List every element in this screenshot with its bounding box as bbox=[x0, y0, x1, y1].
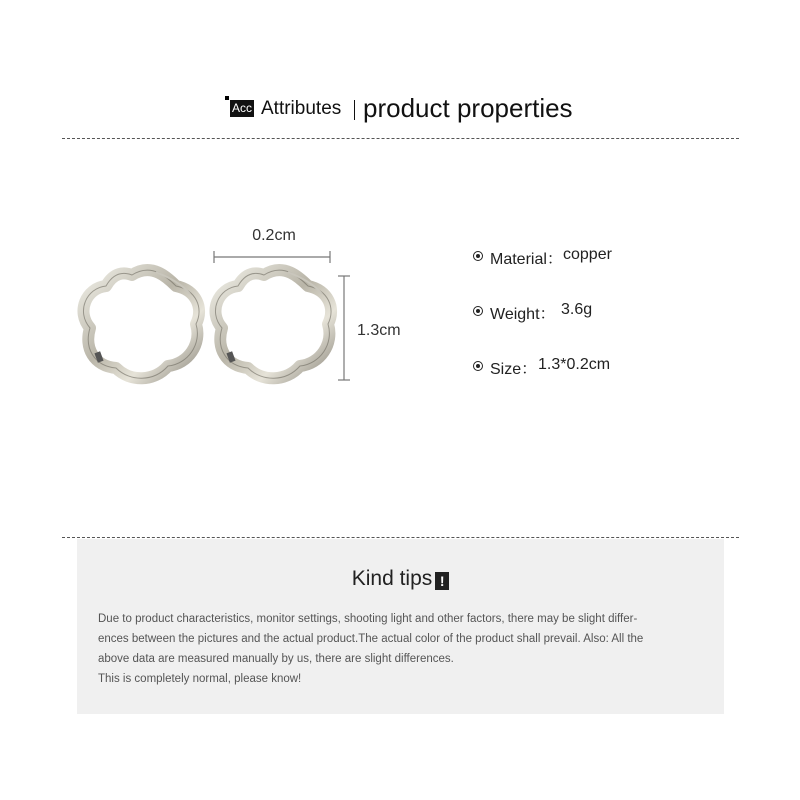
bullet-icon bbox=[473, 306, 483, 316]
header-divider bbox=[354, 100, 355, 120]
earring-right bbox=[215, 270, 331, 378]
page-title: product properties bbox=[363, 93, 573, 123]
middle-dashed-divider bbox=[62, 537, 739, 538]
bullet-icon bbox=[473, 361, 483, 371]
tips-line: This is completely normal, please know! bbox=[98, 673, 302, 685]
property-label: Size： bbox=[490, 361, 538, 378]
property-value: 3.6g bbox=[561, 301, 593, 318]
tips-line: above data are measured manually by us, there are slight differences. bbox=[98, 653, 454, 665]
tips-body bbox=[98, 609, 710, 689]
width-dimension bbox=[214, 251, 330, 263]
property-weight bbox=[472, 299, 772, 354]
header-marker bbox=[225, 96, 229, 100]
header-badge: Acc bbox=[232, 101, 253, 115]
top-dashed-divider bbox=[62, 138, 739, 139]
property-value: copper bbox=[563, 246, 612, 263]
kind-tips-box bbox=[77, 539, 724, 714]
property-label: Material： bbox=[490, 251, 563, 268]
width-label: 0.2cm bbox=[252, 227, 296, 244]
section-header bbox=[0, 92, 800, 132]
property-label: Weight： bbox=[490, 306, 556, 323]
bullet-icon bbox=[473, 251, 483, 261]
tips-line: ences between the pictures and the actual product.The actual color of the product shall prevail. Also: All the bbox=[98, 633, 644, 645]
alert-icon: ! bbox=[435, 572, 449, 590]
property-material bbox=[472, 244, 772, 299]
height-dimension bbox=[338, 276, 350, 380]
property-list bbox=[472, 244, 772, 409]
tips-heading bbox=[77, 567, 724, 591]
height-label: 1.3cm bbox=[357, 322, 401, 339]
property-value: 1.3*0.2cm bbox=[538, 356, 611, 373]
property-size bbox=[472, 354, 772, 409]
header-attributes-word: Attributes bbox=[261, 98, 342, 119]
tips-title: Kind tips bbox=[351, 567, 433, 590]
earring-left bbox=[83, 270, 199, 378]
earring-illustration bbox=[60, 220, 430, 400]
product-figure bbox=[60, 220, 430, 400]
tips-line: Due to product characteristics, monitor settings, shooting light and other factors, there may be slight differ- bbox=[98, 613, 638, 625]
